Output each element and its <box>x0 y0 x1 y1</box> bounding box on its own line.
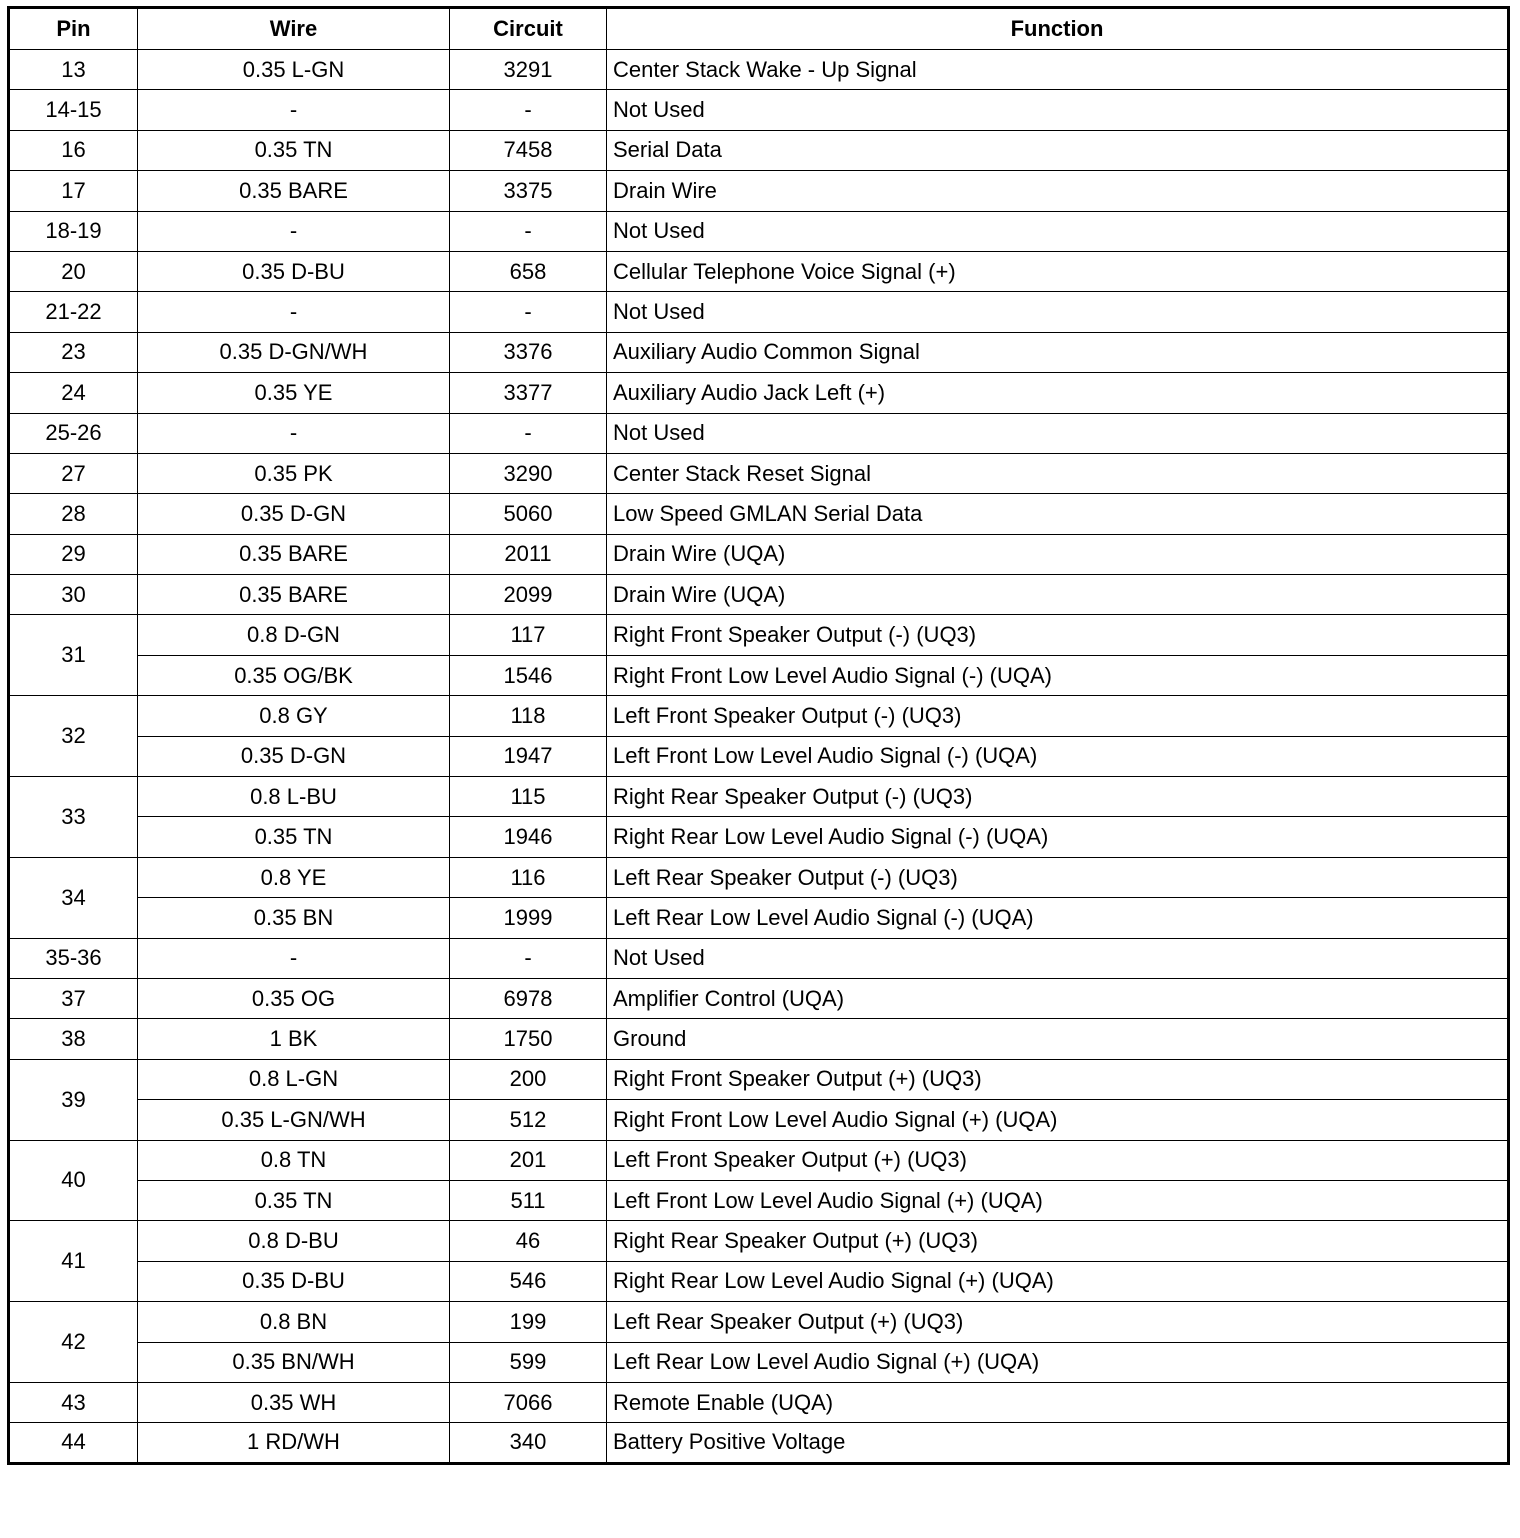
pin-cell: 24 <box>9 373 138 413</box>
function-cell: Not Used <box>607 211 1509 251</box>
function-cell: Remote Enable (UQA) <box>607 1382 1509 1422</box>
circuit-cell: - <box>450 211 607 251</box>
wire-cell: - <box>138 292 450 332</box>
wire-cell: 0.35 WH <box>138 1382 450 1422</box>
circuit-cell: 7066 <box>450 1382 607 1422</box>
table-row <box>9 1261 1509 1301</box>
pin-column-header: Pin <box>9 8 138 50</box>
table-row <box>9 413 1509 453</box>
circuit-cell: 340 <box>450 1423 607 1463</box>
table-row <box>9 171 1509 211</box>
wire-cell: 0.8 L-GN <box>138 1059 450 1099</box>
pin-cell: 38 <box>9 1019 138 1059</box>
circuit-cell: 117 <box>450 615 607 655</box>
header-row <box>9 8 1509 50</box>
table-row <box>9 292 1509 332</box>
wire-cell: 0.8 GY <box>138 696 450 736</box>
wire-cell: 1 BK <box>138 1019 450 1059</box>
pin-cell: 16 <box>9 130 138 170</box>
table-row <box>9 1100 1509 1140</box>
pin-cell: 28 <box>9 494 138 534</box>
table-row <box>9 211 1509 251</box>
circuit-cell: 511 <box>450 1180 607 1220</box>
wire-cell: 1 RD/WH <box>138 1423 450 1463</box>
pin-cell: 39 <box>9 1059 138 1140</box>
function-cell: Center Stack Reset Signal <box>607 453 1509 493</box>
pin-cell: 13 <box>9 50 138 90</box>
pin-cell: 33 <box>9 777 138 858</box>
circuit-cell: 6978 <box>450 978 607 1018</box>
pin-cell: 43 <box>9 1382 138 1422</box>
wire-column-header: Wire <box>138 8 450 50</box>
function-cell: Not Used <box>607 413 1509 453</box>
function-cell: Left Rear Low Level Audio Signal (-) (UQA) <box>607 898 1509 938</box>
table-row <box>9 857 1509 897</box>
wire-cell: 0.8 D-GN <box>138 615 450 655</box>
table-row <box>9 736 1509 776</box>
pin-cell: 34 <box>9 857 138 938</box>
table-row <box>9 1180 1509 1220</box>
table-row <box>9 130 1509 170</box>
pin-cell: 21-22 <box>9 292 138 332</box>
circuit-cell: 118 <box>450 696 607 736</box>
pin-cell: 17 <box>9 171 138 211</box>
circuit-cell: - <box>450 938 607 978</box>
circuit-column-header: Circuit <box>450 8 607 50</box>
table-row <box>9 494 1509 534</box>
wire-cell: 0.35 PK <box>138 453 450 493</box>
pin-cell: 37 <box>9 978 138 1018</box>
table-row <box>9 1382 1509 1422</box>
wire-cell: - <box>138 90 450 130</box>
wire-cell: 0.35 D-BU <box>138 1261 450 1301</box>
pin-cell: 41 <box>9 1221 138 1302</box>
function-cell: Right Front Speaker Output (-) (UQ3) <box>607 615 1509 655</box>
function-cell: Right Front Low Level Audio Signal (-) (UQA) <box>607 655 1509 695</box>
pin-cell: 42 <box>9 1302 138 1383</box>
circuit-cell: 7458 <box>450 130 607 170</box>
circuit-cell: 3291 <box>450 50 607 90</box>
pin-cell: 20 <box>9 251 138 291</box>
circuit-cell: 2011 <box>450 534 607 574</box>
circuit-cell: 512 <box>450 1100 607 1140</box>
circuit-cell: 658 <box>450 251 607 291</box>
table-row <box>9 1140 1509 1180</box>
pin-cell: 44 <box>9 1423 138 1463</box>
wire-cell: - <box>138 211 450 251</box>
circuit-cell: 1546 <box>450 655 607 695</box>
function-cell: Left Front Low Level Audio Signal (+) (UQA) <box>607 1180 1509 1220</box>
wire-cell: 0.35 D-GN <box>138 736 450 776</box>
wire-cell: 0.35 OG/BK <box>138 655 450 695</box>
function-cell: Left Rear Speaker Output (-) (UQ3) <box>607 857 1509 897</box>
table-row <box>9 332 1509 372</box>
circuit-cell: 1947 <box>450 736 607 776</box>
circuit-cell: 46 <box>450 1221 607 1261</box>
wire-cell: 0.35 OG <box>138 978 450 1018</box>
function-cell: Right Rear Low Level Audio Signal (+) (UQA) <box>607 1261 1509 1301</box>
function-cell: Not Used <box>607 292 1509 332</box>
function-cell: Amplifier Control (UQA) <box>607 978 1509 1018</box>
pin-cell: 23 <box>9 332 138 372</box>
circuit-cell: 115 <box>450 777 607 817</box>
wire-cell: 0.35 TN <box>138 817 450 857</box>
circuit-cell: 200 <box>450 1059 607 1099</box>
circuit-cell: 1946 <box>450 817 607 857</box>
table-row <box>9 978 1509 1018</box>
pin-cell: 18-19 <box>9 211 138 251</box>
wire-cell: 0.35 BN/WH <box>138 1342 450 1382</box>
table-row <box>9 817 1509 857</box>
pin-cell: 27 <box>9 453 138 493</box>
function-cell: Left Front Speaker Output (+) (UQ3) <box>607 1140 1509 1180</box>
wire-cell: 0.35 BARE <box>138 575 450 615</box>
function-cell: Right Rear Speaker Output (+) (UQ3) <box>607 1221 1509 1261</box>
table-row <box>9 251 1509 291</box>
wire-cell: 0.35 L-GN/WH <box>138 1100 450 1140</box>
circuit-cell: 1999 <box>450 898 607 938</box>
wire-cell: 0.8 BN <box>138 1302 450 1342</box>
table-row <box>9 1059 1509 1099</box>
table-row <box>9 898 1509 938</box>
wire-cell: 0.35 YE <box>138 373 450 413</box>
function-cell: Drain Wire (UQA) <box>607 534 1509 574</box>
circuit-cell: 116 <box>450 857 607 897</box>
pin-cell: 31 <box>9 615 138 696</box>
table-row <box>9 1423 1509 1463</box>
table-row <box>9 1221 1509 1261</box>
pin-cell: 35-36 <box>9 938 138 978</box>
circuit-cell: 3376 <box>450 332 607 372</box>
function-cell: Right Front Speaker Output (+) (UQ3) <box>607 1059 1509 1099</box>
wire-cell: 0.8 YE <box>138 857 450 897</box>
circuit-cell: - <box>450 413 607 453</box>
wire-cell: 0.35 TN <box>138 130 450 170</box>
wire-cell: 0.35 TN <box>138 1180 450 1220</box>
function-cell: Drain Wire (UQA) <box>607 575 1509 615</box>
wire-cell: 0.35 BARE <box>138 171 450 211</box>
table-row <box>9 575 1509 615</box>
circuit-cell: 3290 <box>450 453 607 493</box>
function-cell: Right Rear Speaker Output (-) (UQ3) <box>607 777 1509 817</box>
table-row <box>9 777 1509 817</box>
wire-cell: - <box>138 938 450 978</box>
circuit-cell: 3377 <box>450 373 607 413</box>
table-row <box>9 938 1509 978</box>
wire-cell: 0.35 D-GN/WH <box>138 332 450 372</box>
wire-cell: 0.35 BARE <box>138 534 450 574</box>
circuit-cell: - <box>450 292 607 332</box>
circuit-cell: 599 <box>450 1342 607 1382</box>
table-row <box>9 373 1509 413</box>
function-cell: Cellular Telephone Voice Signal (+) <box>607 251 1509 291</box>
function-cell: Not Used <box>607 90 1509 130</box>
function-cell: Auxiliary Audio Jack Left (+) <box>607 373 1509 413</box>
pin-cell: 14-15 <box>9 90 138 130</box>
circuit-cell: 201 <box>450 1140 607 1180</box>
table-row <box>9 1019 1509 1059</box>
table-row <box>9 1342 1509 1382</box>
pin-cell: 40 <box>9 1140 138 1221</box>
circuit-cell: 2099 <box>450 575 607 615</box>
function-cell: Drain Wire <box>607 171 1509 211</box>
wire-cell: - <box>138 413 450 453</box>
circuit-cell: 546 <box>450 1261 607 1301</box>
function-cell: Left Rear Low Level Audio Signal (+) (UQA) <box>607 1342 1509 1382</box>
table-row <box>9 453 1509 493</box>
wire-cell: 0.8 D-BU <box>138 1221 450 1261</box>
wire-cell: 0.35 BN <box>138 898 450 938</box>
connector-pinout-table <box>7 6 1510 1465</box>
function-cell: Left Front Speaker Output (-) (UQ3) <box>607 696 1509 736</box>
table-row <box>9 90 1509 130</box>
function-cell: Right Front Low Level Audio Signal (+) (UQA) <box>607 1100 1509 1140</box>
table-row <box>9 615 1509 655</box>
function-cell: Not Used <box>607 938 1509 978</box>
pin-cell: 32 <box>9 696 138 777</box>
circuit-cell: 5060 <box>450 494 607 534</box>
function-cell: Right Rear Low Level Audio Signal (-) (UQA) <box>607 817 1509 857</box>
wire-cell: 0.8 L-BU <box>138 777 450 817</box>
function-cell: Left Front Low Level Audio Signal (-) (UQA) <box>607 736 1509 776</box>
circuit-cell: - <box>450 90 607 130</box>
pin-cell: 30 <box>9 575 138 615</box>
function-cell: Auxiliary Audio Common Signal <box>607 332 1509 372</box>
circuit-cell: 1750 <box>450 1019 607 1059</box>
function-cell: Left Rear Speaker Output (+) (UQ3) <box>607 1302 1509 1342</box>
function-column-header: Function <box>607 8 1509 50</box>
wire-cell: 0.35 L-GN <box>138 50 450 90</box>
wire-cell: 0.35 D-GN <box>138 494 450 534</box>
table-row <box>9 50 1509 90</box>
table-row <box>9 655 1509 695</box>
circuit-cell: 3375 <box>450 171 607 211</box>
pin-cell: 29 <box>9 534 138 574</box>
table-row <box>9 534 1509 574</box>
function-cell: Ground <box>607 1019 1509 1059</box>
function-cell: Serial Data <box>607 130 1509 170</box>
function-cell: Low Speed GMLAN Serial Data <box>607 494 1509 534</box>
function-cell: Center Stack Wake - Up Signal <box>607 50 1509 90</box>
function-cell: Battery Positive Voltage <box>607 1423 1509 1463</box>
circuit-cell: 199 <box>450 1302 607 1342</box>
wire-cell: 0.8 TN <box>138 1140 450 1180</box>
table-row <box>9 696 1509 736</box>
wire-cell: 0.35 D-BU <box>138 251 450 291</box>
pin-cell: 25-26 <box>9 413 138 453</box>
table-row <box>9 1302 1509 1342</box>
